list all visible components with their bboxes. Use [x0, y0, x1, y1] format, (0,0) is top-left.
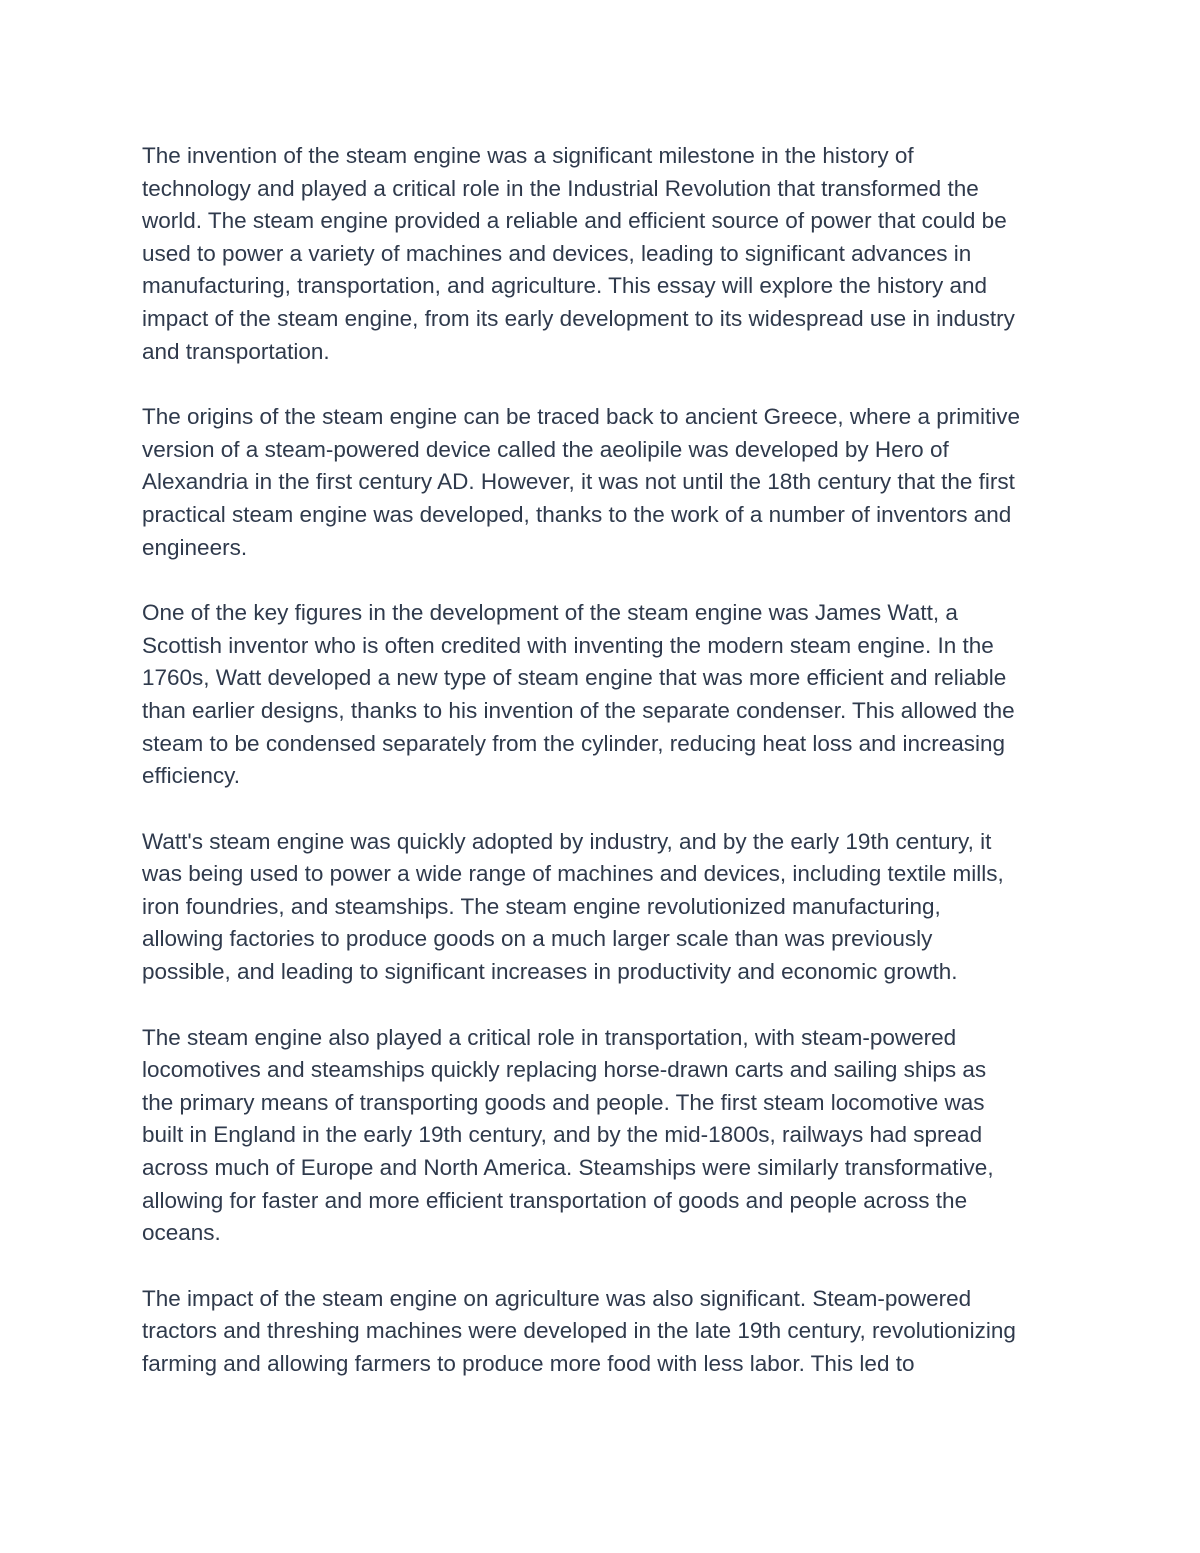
text-line: Watt's steam engine was quickly adopted by industry, and by the early 19th century, it [142, 828, 992, 854]
text-line: The steam engine also played a critical role in transportation, with steam-powered [142, 1024, 957, 1050]
text-line: steam to be condensed separately from the cylinder, reducing heat loss and increasing [142, 730, 1006, 756]
text-line: across much of Europe and North America. Steamships were similarly transformative, [142, 1155, 994, 1181]
text-line: manufacturing, transportation, and agriculture. This essay will explore the history and [142, 273, 988, 299]
text-line: iron foundries, and steamships. The steam engine revolutionized manufacturing, [142, 893, 941, 919]
text-line: efficiency. [142, 763, 240, 789]
paragraph-1 [142, 140, 1072, 368]
text-line: farming and allowing farmers to produce more food with less labor. This led to [142, 1351, 915, 1376]
text-line: impact of the steam engine, from its early development to its widespread use in industry [142, 305, 1015, 331]
text-line: used to power a variety of machines and devices, leading to significant advances in [142, 240, 972, 266]
text-line: Alexandria in the first century AD. However, it was not until the 18th century that the first [142, 469, 1015, 495]
paragraph-5 [142, 1022, 1072, 1250]
text-line: 1760s, Watt developed a new type of steam engine that was more efficient and reliable [142, 665, 1007, 691]
text-line: the primary means of transporting goods and people. The first steam locomotive was [142, 1089, 985, 1115]
text-line: and transportation. [142, 338, 330, 364]
text-line: The impact of the steam engine on agriculture was also significant. Steam-powered [142, 1285, 972, 1311]
text-line: locomotives and steamships quickly replacing horse-drawn carts and sailing ships as [142, 1057, 987, 1083]
text-line: world. The steam engine provided a reliable and efficient source of power that could be [142, 208, 1007, 234]
text-line: The invention of the steam engine was a significant milestone in the history of [142, 143, 914, 168]
text-line: One of the key figures in the development of the steam engine was James Watt, a [142, 600, 958, 626]
text-line: possible, and leading to significant increases in productivity and economic growth. [142, 959, 958, 985]
text-line: Scottish inventor who is often credited with inventing the modern steam engine. In the [142, 632, 994, 658]
text-line: was being used to power a wide range of machines and devices, including textile mills, [142, 861, 1004, 887]
paragraph-4 [142, 826, 1072, 989]
text-line: engineers. [142, 534, 248, 560]
text-line: built in England in the early 19th century, and by the mid-1800s, railways had spread [142, 1122, 983, 1148]
paragraph-6 [142, 1283, 1072, 1381]
text-line: version of a steam-powered device called the aeolipile was developed by Hero of [142, 436, 949, 462]
text-line: The origins of the steam engine can be traced back to ancient Greece, where a primitive [142, 404, 1020, 430]
text-line: practical steam engine was developed, thanks to the work of a number of inventors and [142, 501, 1012, 527]
paragraph-2 [142, 401, 1072, 564]
text-line: allowing for faster and more efficient transportation of goods and people across the [142, 1187, 968, 1213]
document-body [142, 140, 1072, 1414]
text-line: technology and played a critical role in the Industrial Revolution that transformed the [142, 175, 979, 201]
text-line: than earlier designs, thanks to his invention of the separate condenser. This allowed the [142, 697, 1015, 723]
text-line: oceans. [142, 1220, 221, 1246]
text-line: tractors and threshing machines were developed in the late 19th century, revolutionizing [142, 1318, 1016, 1344]
text-line: allowing factories to produce goods on a much larger scale than was previously [142, 926, 933, 952]
paragraph-3 [142, 597, 1072, 793]
